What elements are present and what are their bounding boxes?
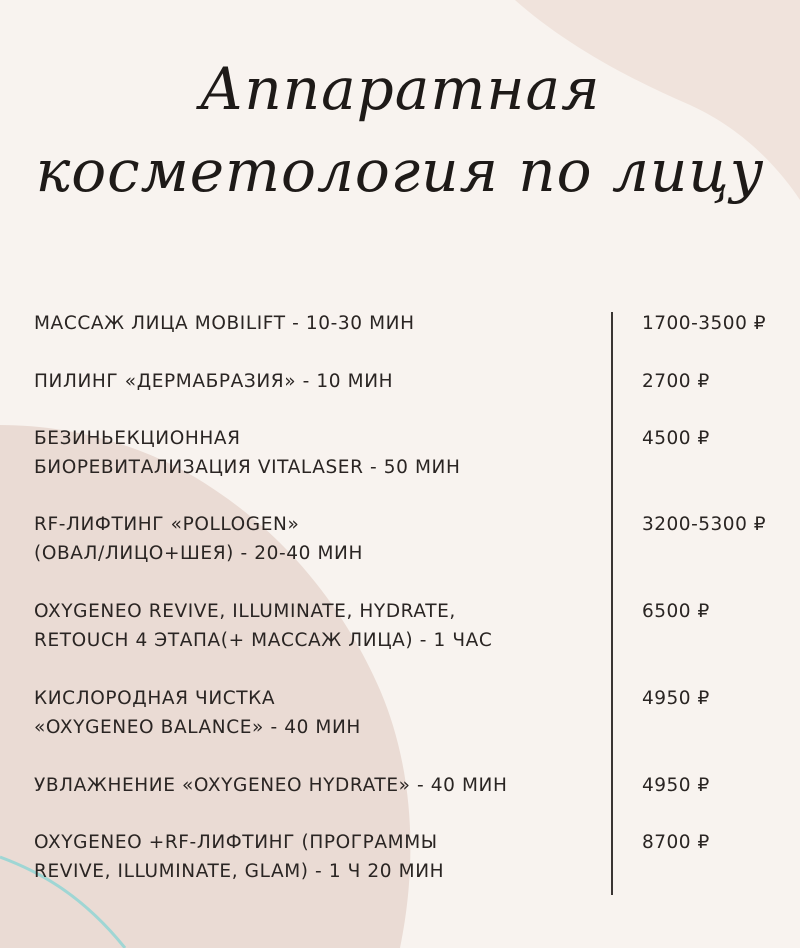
service-name: БЕЗИНЬЕКЦИОННАЯ БИОРЕВИТАЛИЗАЦИЯ VITALASER - 50 МИН xyxy=(34,428,461,478)
page-title xyxy=(0,48,800,212)
service-name: OXYGENEO REVIVE, ILLUMINATE, HYDRATE, RETOUCH 4 ЭТАПА(+ МАССАЖ ЛИЦА) - 1 ЧАС xyxy=(34,601,493,651)
service-name: OXYGENEO +RF-ЛИФТИНГ (ПРОГРАММЫ REVIVE, ILLUMINATE, GLAM) - 1 Ч 20 МИН xyxy=(34,832,445,882)
service-price: 4950 ₽ xyxy=(642,688,710,709)
service-name: КИСЛОРОДНАЯ ЧИСТКА «OXYGENEO BALANCE» - 40 МИН xyxy=(34,688,361,738)
service-price: 1700-3500 ₽ xyxy=(642,313,766,334)
service-name: ПИЛИНГ «ДЕРМАБРАЗИЯ» - 10 МИН xyxy=(34,371,394,392)
service-price: 3200-5300 ₽ xyxy=(642,514,766,535)
service-price: 6500 ₽ xyxy=(642,601,710,622)
title-line-1: Аппаратная xyxy=(199,55,601,123)
service-name: МАССАЖ ЛИЦА MOBILIFT - 10-30 МИН xyxy=(34,313,415,334)
service-price: 4950 ₽ xyxy=(642,775,710,796)
title-line-2: косметология по лицу xyxy=(35,137,765,205)
column-divider xyxy=(611,312,613,895)
service-name: УВЛАЖНЕНИЕ «OXYGENEO HYDRATE» - 40 МИН xyxy=(34,775,508,796)
service-price: 4500 ₽ xyxy=(642,428,710,449)
service-price: 8700 ₽ xyxy=(642,832,710,853)
service-price: 2700 ₽ xyxy=(642,371,710,392)
service-name: RF-ЛИФТИНГ «POLLOGEN» (ОВАЛ/ЛИЦО+ШЕЯ) - 20-40 МИН xyxy=(34,514,363,564)
